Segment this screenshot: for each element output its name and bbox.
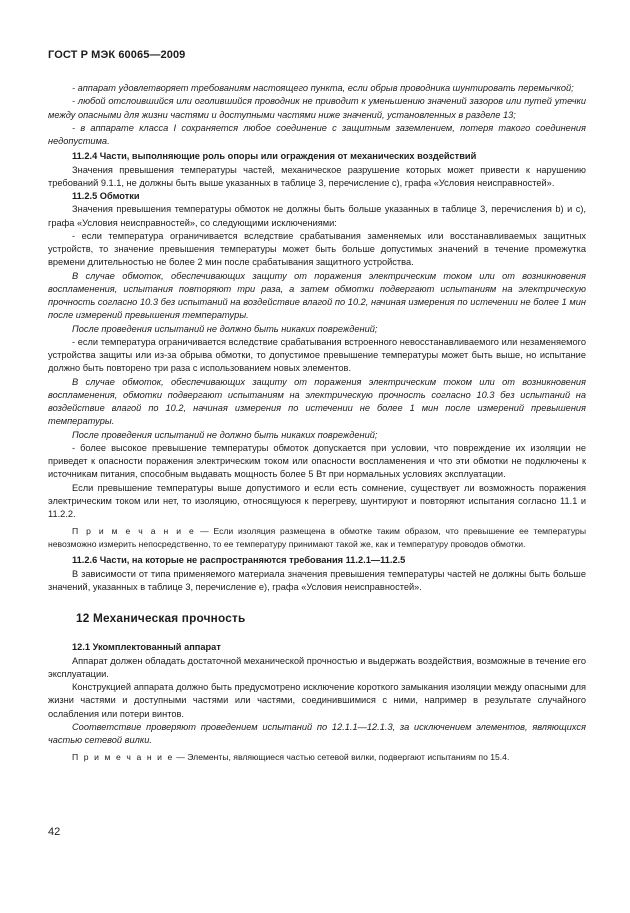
clause-12-1-heading: 12.1 Укомплектованный аппарат xyxy=(72,642,221,653)
paragraph-doubt-bypass: Если превышение температуры выше допустимого и если есть сомнение, существует ли возможность поражения электрическим током или нет, то изоляцию, относящуюся к перегреву, шунтируют и повторяют испытания согласно 11.1 и 11.2.2. xyxy=(48,482,586,519)
standard-header: ГОСТ Р МЭК 60065—2009 xyxy=(48,49,186,61)
paragraph-no-damage-2: После проведения испытаний не должно быть никаких повреждений; xyxy=(72,429,378,440)
paragraph-short-circuit: Конструкцией аппарата должно быть предусмотрено исключение короткого замыкания изоляции между опасными для жизни частями и доступными частями или частями, соединившимися с ними, например в результате случайного ослабления или потери винтов. xyxy=(48,682,586,719)
paragraph-condition-conductor: - любой отслоившийся или оголившийся проводник не приводит к уменьшению значений зазоров или путей утечки между опасными для жизни частями и доступными частями ниже значений, установленных в разделе 13; xyxy=(48,96,586,120)
paragraph-replaceable-test: В случае обмоток, обеспечивающих защиту от поражения электрическим током или от возникновения воспламенения, испытания повторяют три раза, а затем обмотки подвергают испытаниям на электрическую прочность согласно 10.3 без испытаний на воздействие влагой по 10.2, начиная измерения по истечении не более 1 мин после измерений превышения температуры. xyxy=(48,270,586,321)
note-insulation xyxy=(48,525,586,550)
paragraph-condition-earthing: - в аппарате класса I сохраняется любое соединение с защитным заземлением, потеря такого соединения недопустима. xyxy=(48,122,586,146)
paragraph-replaceable-protection: - если температура ограничивается вследствие срабатывания заменяемых или восстанавливаемых защитных устройств, то значение превышения температуры может быть больше допустимых значений в течение промежутка времени длительностью не более 2 мин после срабатывания защитного устройства. xyxy=(48,230,586,268)
paragraph-windings-intro: Значения превышения температуры обмоток не должны быть больше указанных в таблице 3, перечисления b) и с), графа «Условия неисправностей», со следующими исключениями: xyxy=(48,204,586,228)
section-12-heading: 12 Механическая прочность xyxy=(76,611,246,625)
paragraph-non-replaceable-test: В случае обмоток, обеспечивающих защиту от поражения электрическим током или от возникновения воспламенения, обмотки подвергают испытаниям на электрическую прочность согласно 10.3 без испытаний на воздействие влагой по 10.2, начиная измерения по истечении не более 1 мин после измерений превышения температуры. xyxy=(48,376,586,427)
clause-11-2-6-heading: 11.2.6 Части, на которые не распространяются требования 11.2.1—11.2.5 xyxy=(72,555,406,566)
note-plug xyxy=(48,751,586,764)
paragraph-other-parts: В зависимости от типа применяемого материала значения превышения температуры частей не должны быть больше значений, указанных в таблице 3, перечисление е), графа «Условия неисправностей». xyxy=(48,568,586,592)
clause-11-2-5-heading: 11.2.5 Обмотки xyxy=(72,191,140,201)
note-label: П р и м е ч а н и е xyxy=(72,752,174,763)
paragraph-no-damage-1: После проведения испытаний не должно быть никаких повреждений; xyxy=(72,323,378,334)
page-content xyxy=(48,82,586,764)
paragraph-condition-bypass: - аппарат удовлетворяет требованиям настоящего пункта, если обрыв проводника шунтировать перемычкой; xyxy=(72,83,574,93)
paragraph-non-replaceable-protection: - если температура ограничивается вследствие срабатывания встроенного невосстанавливаемого или незаменяемого устройства защиты или из-за обрыва обмотки, то допустимое превышение температуры может быть выше, но испытание должно быть повторено три раза с использованием новых элементов. xyxy=(48,336,586,374)
paragraph-mechanical-strength: Аппарат должен обладать достаточной механической прочностью и выдержать воздействия, возможные в течение его эксплуатации. xyxy=(48,655,586,679)
page-number: 42 xyxy=(48,826,61,838)
paragraph-higher-temperature: - более высокое превышение температуры обмоток допускается при условии, что повреждение их изоляции не приведет к опасности поражения электрическим током или опасности воспламенения и что эти обмотки не подключены к источникам питания, способным выдавать мощность более 5 Вт при нормальных условиях эксплуатации. xyxy=(48,442,586,480)
note-text: — Элементы, являющиеся частью сетевой вилки, подвергают испытаниям по 15.4. xyxy=(173,752,510,763)
paragraph-support-parts: Значения превышения температуры частей, механическое разрушение которых может привести к нарушению требований 9.1.1, не должны быть выше указанных в таблице 3, перечисление с), графа «Условия неисправностей». xyxy=(48,164,586,188)
note-text: — Если изоляция размещена в обмотке таким образом, что превышение ее температуры невозможно измерить непосредственно, то ее температуру принимают такой же, как и температуру проводов обмотки. xyxy=(48,526,586,549)
clause-11-2-4-heading: 11.2.4 Части, выполняющие роль опоры или ограждения от механических воздействий xyxy=(72,151,477,162)
note-label: П р и м е ч а н и е xyxy=(72,526,196,537)
paragraph-compliance: Соответствие проверяют проведением испытаний по 12.1.1—12.1.3, за исключением элементов, являющихся частью сетевой вилки. xyxy=(48,721,586,745)
